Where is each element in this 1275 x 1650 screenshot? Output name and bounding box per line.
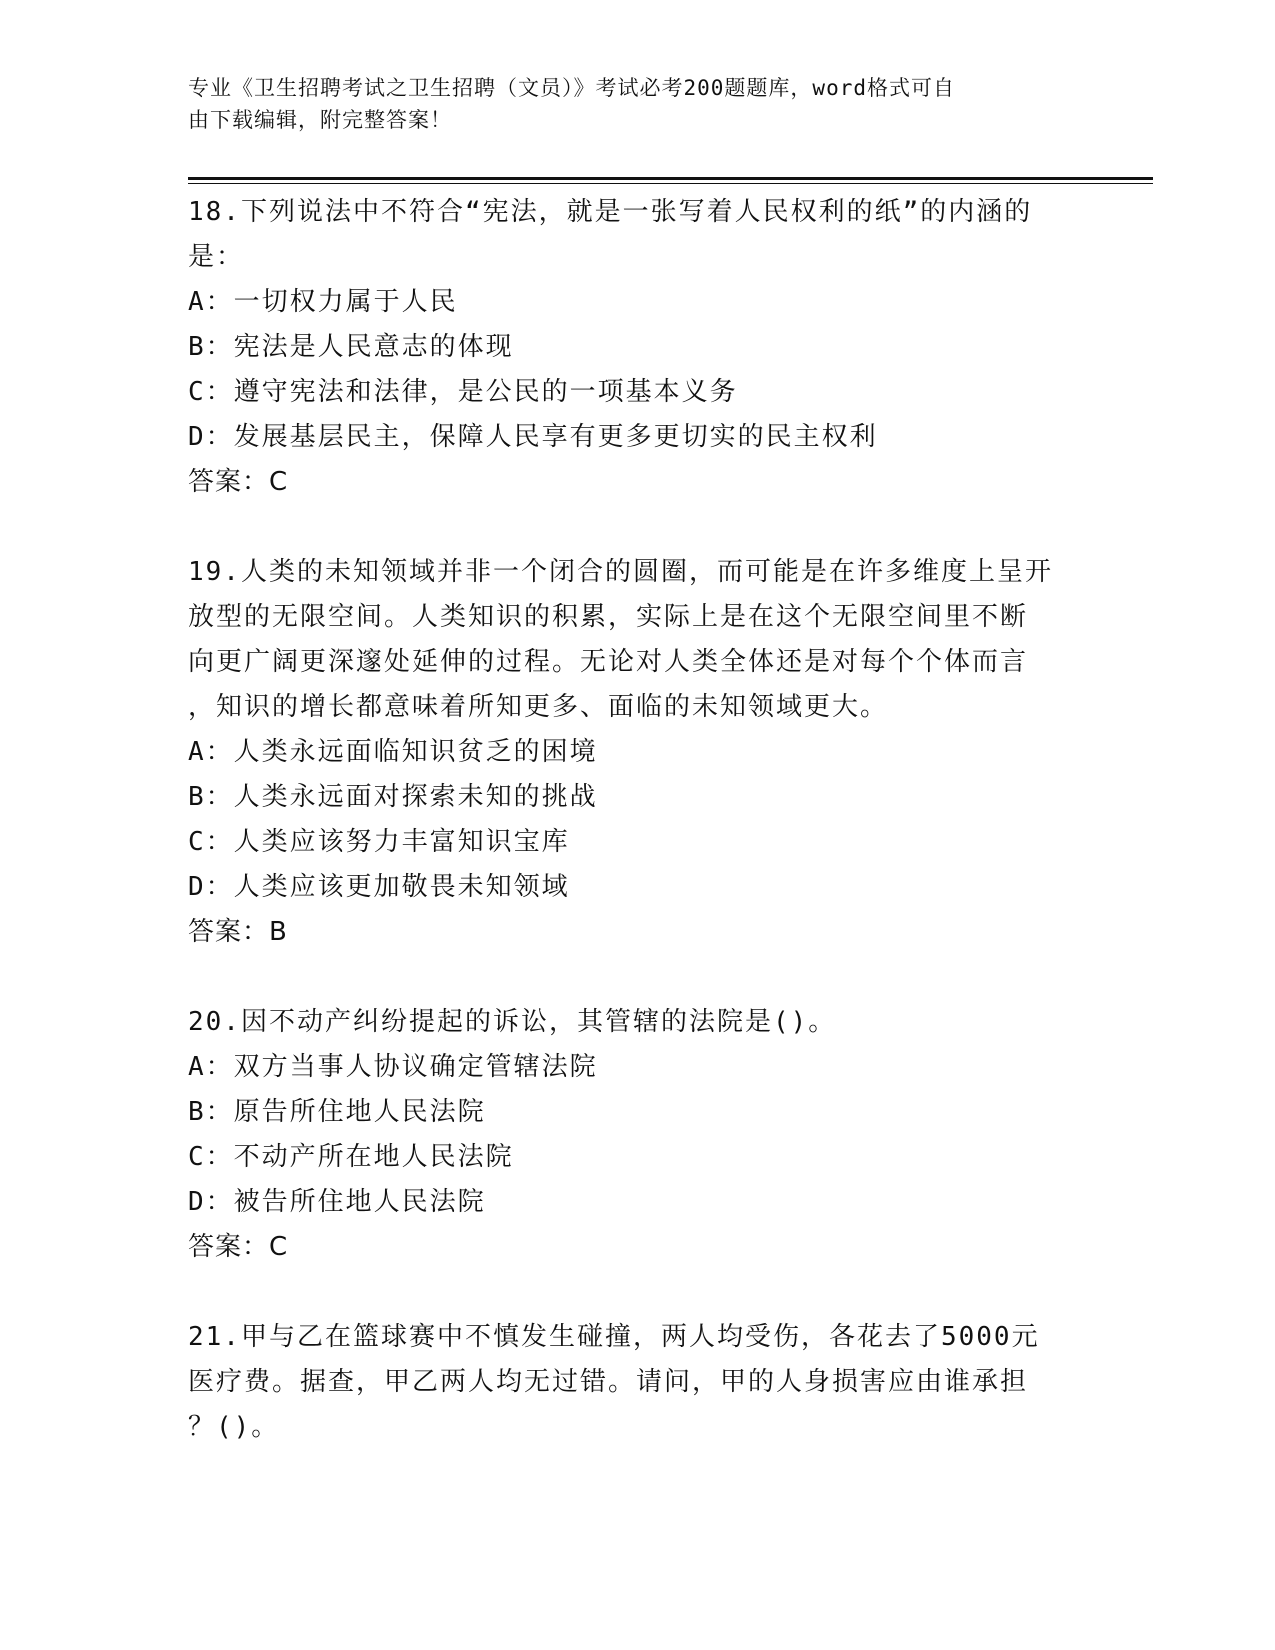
spacer (188, 955, 1088, 1000)
option-d: D：发展基层民主，保障人民享有更多更切实的民主权利 (188, 422, 878, 452)
document-header (188, 72, 1088, 136)
header-line-2: 由下载编辑，附完整答案！ (188, 108, 452, 132)
option-d: D：被告所住地人民法院 (188, 1187, 486, 1217)
question-stem-line: 20.因不动产纠纷提起的诉讼，其管辖的法院是()。 (188, 1007, 837, 1037)
header-divider-thick (188, 177, 1153, 180)
question-stem-line: ？()。 (188, 1412, 280, 1442)
spacer (188, 1270, 1088, 1315)
option-b: B：宪法是人民意志的体现 (188, 332, 514, 362)
option-c: C：不动产所在地人民法院 (188, 1142, 514, 1172)
question-stem-line: 21.甲与乙在篮球赛中不慎发生碰撞，两人均受伤，各花去了5000元 (188, 1322, 1040, 1352)
answer: 答案：B (188, 917, 288, 947)
option-c: C：遵守宪法和法律，是公民的一项基本义务 (188, 377, 738, 407)
answer: 答案：C (188, 1232, 289, 1262)
question-19 (188, 550, 1088, 955)
option-c: C：人类应该努力丰富知识宝库 (188, 827, 570, 857)
question-stem-line: 19.人类的未知领域并非一个闭合的圆圈，而可能是在许多维度上呈开 (188, 557, 1053, 587)
option-b: B：人类永远面对探索未知的挑战 (188, 782, 598, 812)
answer: 答案：C (188, 467, 289, 497)
option-a: A：人类永远面临知识贫乏的困境 (188, 737, 598, 767)
question-stem-line: 医疗费。据查，甲乙两人均无过错。请问，甲的人身损害应由谁承担 (188, 1367, 1029, 1397)
question-18 (188, 190, 1088, 505)
option-d: D：人类应该更加敬畏未知领域 (188, 872, 570, 902)
header-divider-thin (188, 183, 1153, 184)
spacer (188, 505, 1088, 550)
question-20 (188, 1000, 1088, 1270)
question-stem-line: 18.下列说法中不符合“宪法，就是一张写着人民权利的纸”的内涵的 (188, 197, 1033, 227)
question-stem-line: 是： (188, 242, 245, 272)
question-list (188, 190, 1088, 1450)
question-stem-line: 向更广阔更深邃处延伸的过程。无论对人类全体还是对每个个体而言 (188, 647, 1029, 677)
header-line-1: 专业《卫生招聘考试之卫生招聘（文员）》考试必考200题题库，word格式可自 (188, 76, 955, 100)
option-b: B：原告所住地人民法院 (188, 1097, 486, 1127)
question-21 (188, 1315, 1088, 1450)
option-a: A：双方当事人协议确定管辖法院 (188, 1052, 598, 1082)
option-a: A：一切权力属于人民 (188, 287, 458, 317)
question-stem-line: 放型的无限空间。人类知识的积累，实际上是在这个无限空间里不断 (188, 602, 1029, 632)
question-stem-line: ，知识的增长都意味着所知更多、面临的未知领域更大。 (188, 692, 889, 722)
